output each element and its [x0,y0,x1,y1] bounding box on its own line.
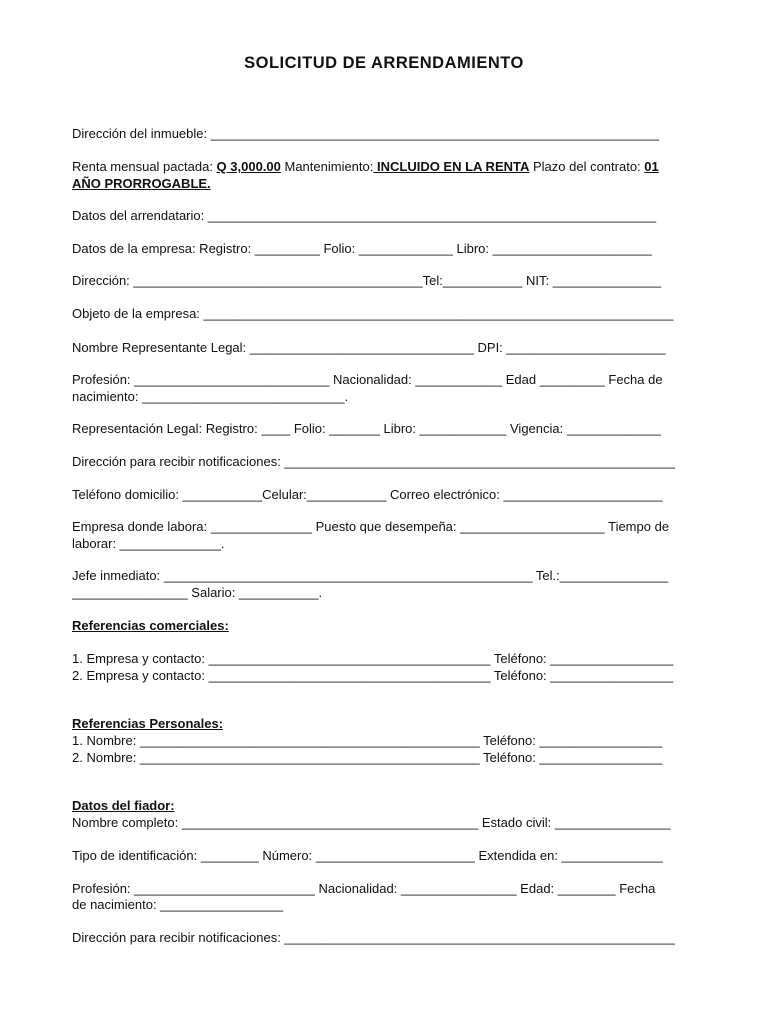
field-profesion-1[interactable]: Profesión: ___________________________ Nacionalidad: ____________ Edad _________ Fecha de [72,372,663,387]
heading-ref-personales [72,715,696,732]
field-telefono[interactable]: Teléfono domicilio: ___________Celular:___________ Correo electrónico: ______________________ [72,487,663,502]
field-profesion-2[interactable]: nacimiento: ____________________________. [72,389,349,404]
mantenimiento-label: Mantenimiento: [280,159,374,174]
field-direccion-inmueble[interactable]: Dirección del inmueble: ______________________________________________________________ [72,126,659,141]
field-fiador-profesion-2[interactable]: de nacimiento: _________________ [72,897,284,912]
field-empresa-labora-2[interactable]: laborar: ______________. [72,536,225,551]
field-tipo-identificacion[interactable]: Tipo de identificación: ________ Número: ______________________ Extendida en: ______________ [72,848,663,863]
field-fiador-direccion[interactable]: Dirección para recibir notificaciones: ______________________________________________________ [72,930,675,945]
field-representacion[interactable]: Representación Legal: Registro: ____ Folio: _______ Libro: ____________ Vigencia: _____________ [72,421,661,436]
field-fiador-nombre[interactable]: Nombre completo: _________________________________________ Estado civil: ________________ [72,815,671,830]
form-title: SOLICITUD DE ARRENDAMIENTO [244,54,524,72]
field-ref-per-1[interactable]: 1. Nombre: _______________________________________________ Teléfono: _________________ [72,733,663,748]
plazo-value-2: AÑO PRORROGABLE. [72,176,211,191]
renta-value: Q 3,000.00 [216,159,281,174]
datos-fiador-label: Datos del fiador: [72,798,175,813]
field-ref-com-2[interactable]: 2. Empresa y contacto: _______________________________________ Teléfono: _________________ [72,668,674,683]
field-empresa-labora-1[interactable]: Empresa donde labora: ______________ Puesto que desempeña: ____________________ Tiempo de [72,519,670,534]
field-ref-per-2[interactable]: 2. Nombre: _______________________________________________ Teléfono: _________________ [72,750,663,765]
field-ref-com-1[interactable]: 1. Empresa y contacto: _______________________________________ Teléfono: _________________ [72,651,674,666]
field-datos-arrendatario[interactable]: Datos del arrendatario: ______________________________________________________________ [72,208,657,223]
renta-block [72,158,696,192]
plazo-label: Plazo del contrato: [529,159,645,174]
plazo-value-1: 01 [644,159,659,174]
field-direccion[interactable]: Dirección: ________________________________________Tel:___________ NIT: _______________ [72,273,662,288]
field-jefe-1[interactable]: Jefe inmediato: ___________________________________________________ Tel.:_______________ [72,568,669,583]
ref-personales-label: Referencias Personales: [72,716,224,731]
field-objeto-empresa[interactable]: Objeto de la empresa: _________________________________________________________________ [72,306,674,321]
field-fiador-profesion-1[interactable]: Profesión: _________________________ Nacionalidad: ________________ Edad: ________ Fecha [72,881,656,896]
field-jefe-2[interactable]: ________________ Salario: ___________. [72,585,323,600]
heading-ref-comerciales [72,617,696,634]
field-dir-notificaciones[interactable]: Dirección para recibir notificaciones: ______________________________________________________ [72,454,675,469]
renta-label: Renta mensual pactada: [72,159,217,174]
heading-datos-fiador [72,797,696,814]
ref-comerciales-label: Referencias comerciales: [72,618,229,633]
field-representante[interactable]: Nombre Representante Legal: _______________________________ DPI: ______________________ [72,340,666,355]
mantenimiento-value: INCLUIDO EN LA RENTA [373,159,530,174]
field-datos-empresa[interactable]: Datos de la empresa: Registro: _________ Folio: _____________ Libro: ______________________ [72,241,652,256]
